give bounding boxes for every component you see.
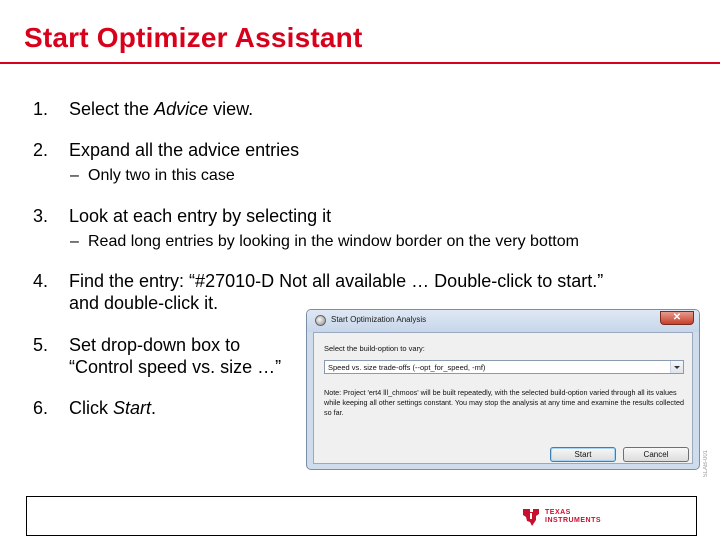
step-text (69, 98, 253, 120)
side-code: SLAB-001 (703, 450, 709, 478)
step-text: Look at each entry by selecting it (69, 206, 332, 226)
logo-line-1: TEXAS (545, 509, 571, 516)
start-button[interactable]: Start (550, 447, 616, 462)
slide-title: Start Optimizer Assistant (24, 22, 363, 53)
step-number: 4. (33, 271, 49, 291)
dialog-note: Note: Project 'ert4 lll_chmoos' will be built repeatedly, with the selected build-option varied through all its values while keeping all other settings constant. You may stop the analysis at any time and examine the results collected so far. (324, 388, 684, 417)
sub-bullet-dash: – (70, 167, 79, 184)
step-number: 2. (33, 140, 49, 160)
step-text-before: Click (69, 398, 113, 418)
step-text-emphasis: Start (113, 398, 152, 418)
step-text-before: Select the (69, 99, 155, 119)
step-2-subpoint (70, 167, 235, 185)
texas-instruments-logo (521, 506, 601, 528)
step-text-after: . (151, 398, 157, 418)
subpoint-text: Only two in this case (88, 167, 235, 184)
build-option-label: Select the build-option to vary: (324, 344, 425, 353)
ti-logo-icon (521, 506, 541, 528)
step-number: 3. (33, 206, 49, 226)
step-3-subpoint (70, 233, 579, 251)
step-text (69, 397, 156, 419)
subpoint-text: Read long entries by looking in the window border on the very bottom (88, 233, 579, 250)
dialog-title: Start Optimization Analysis (331, 315, 427, 324)
chevron-down-icon[interactable] (670, 361, 683, 373)
cancel-button[interactable]: Cancel (623, 447, 689, 462)
step-number: 1. (33, 99, 49, 119)
build-option-dropdown[interactable] (324, 360, 684, 374)
sub-bullet-dash: – (70, 233, 79, 250)
dialog-titlebar[interactable] (307, 310, 699, 332)
dialog-body (313, 332, 693, 464)
logo-wordmark (545, 509, 601, 525)
step-text-emphasis: Advice (154, 99, 209, 119)
logo-line-2: INSTRUMENTS (545, 517, 602, 524)
close-icon[interactable]: ✕ (660, 311, 694, 325)
step-text-line-1: Find the entry: “#27010-D Not all available … Double-click to start.” (69, 271, 604, 291)
app-icon (315, 315, 326, 326)
step-text-line-2: “Control speed vs. size …” (69, 357, 282, 377)
start-optimization-dialog (306, 309, 700, 470)
dropdown-selected-value: Speed vs. size trade-offs (--opt_for_speed, -mf) (328, 363, 486, 372)
step-number: 5. (33, 335, 49, 355)
step-text-line-2: and double-click it. (69, 293, 219, 313)
step-number: 6. (33, 398, 49, 418)
step-text: Expand all the advice entries (69, 140, 300, 160)
step-text-line-1: Set drop-down box to (69, 335, 241, 355)
title-underline (0, 62, 720, 64)
step-text-after: view. (208, 99, 254, 119)
